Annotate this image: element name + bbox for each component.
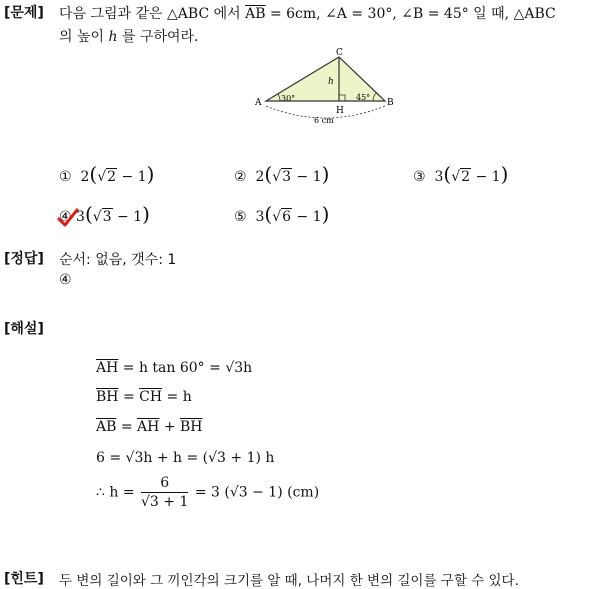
choice-5-coef: 3 bbox=[255, 209, 265, 225]
solution-line-5-post: = 3 (√3 − 1) (cm) bbox=[194, 484, 320, 501]
choice-5[interactable]: ⑤ 3(√6 − 1) bbox=[234, 202, 330, 226]
problem-text-1b: = 6cm, ∠A = 30°, ∠B = 45° 일 때, △ABC bbox=[265, 6, 556, 22]
solution-line-1 bbox=[96, 360, 252, 376]
base-length-label: 6 cm bbox=[314, 116, 334, 125]
answer-meta: 순서: 없음, 갯수: 1 bbox=[59, 252, 177, 268]
choice-5-radicand: 6 bbox=[282, 209, 292, 225]
check-mark-icon bbox=[57, 208, 79, 228]
problem-tag: [문제] bbox=[4, 5, 44, 21]
segment-ah-2: $\overline{AH}$ bbox=[137, 419, 160, 435]
choice-3-coef: 3 bbox=[434, 169, 444, 185]
choice-4-number-wrap bbox=[59, 209, 72, 225]
solution-line-3: $\overline{AB} = \overline{AH} + \overline{BH}$ bbox=[96, 419, 203, 435]
label-h: h bbox=[328, 77, 334, 87]
solution-line-4: 6 = √3h + h = (√3 + 1) h bbox=[96, 450, 275, 466]
answer-tag: [정답] bbox=[4, 251, 44, 267]
problem-line-1 bbox=[59, 3, 556, 23]
choice-4-sign: − 1 bbox=[117, 209, 143, 225]
segment-bh-2: $\overline{BH}$ bbox=[180, 419, 203, 435]
segment-bh: $\overline{BH}$ bbox=[96, 389, 119, 405]
problem-text-1: 다음 그림과 같은 △ABC 에서 bbox=[59, 6, 246, 22]
segment-ab-2: $\overline{AB}$ bbox=[96, 419, 117, 435]
choice-2-number: ② bbox=[234, 169, 247, 185]
answer-value: ④ bbox=[59, 272, 72, 288]
choice-1-number: ① bbox=[59, 169, 72, 185]
choice-4-number: ④ bbox=[59, 209, 72, 225]
choice-2-coef: 2 bbox=[255, 169, 265, 185]
solution-tag: [해설] bbox=[4, 321, 44, 337]
solution-line-1-rhs: = h tan 60° = √3h bbox=[122, 360, 253, 376]
choice-4-coef: 3 bbox=[76, 209, 85, 225]
hint-text: 두 변의 길이와 그 끼인각의 크기를 알 때, 나머지 한 변의 길이를 구할 수 있다. bbox=[59, 573, 519, 589]
label-b: B bbox=[387, 98, 394, 108]
choice-1-coef: 2 bbox=[80, 169, 90, 185]
hint-tag: [힌트] bbox=[4, 571, 44, 587]
solution-line-5-pre: ∴ h = bbox=[96, 484, 135, 501]
label-h-foot: H bbox=[336, 106, 344, 116]
fraction-numerator: 6 bbox=[141, 475, 188, 493]
choice-5-sign: − 1 bbox=[296, 209, 322, 225]
choice-3[interactable]: ③ 3(√2 − 1) bbox=[413, 162, 509, 186]
segment-ah: $\overline{AH}$ bbox=[96, 360, 119, 376]
angle-b-label: 45° bbox=[356, 93, 371, 102]
solution-line-2-rhs: = h bbox=[166, 389, 192, 405]
problem-line-2 bbox=[59, 26, 199, 46]
solution-line-5 bbox=[96, 475, 319, 510]
choice-3-radicand: 2 bbox=[461, 169, 471, 185]
problem-text-2: 의 높이 bbox=[59, 29, 109, 45]
segment-ch: $\overline{CH}$ bbox=[139, 389, 163, 405]
variable-h: h bbox=[108, 29, 118, 45]
triangle-figure bbox=[250, 44, 400, 128]
problem-text-2b: 를 구하여라. bbox=[117, 29, 199, 45]
choice-1-sign: − 1 bbox=[121, 169, 147, 185]
choice-1-radicand: 2 bbox=[107, 169, 117, 185]
segment-ab: $\overline{AB}$ bbox=[245, 6, 266, 22]
choice-5-number: ⑤ bbox=[234, 209, 247, 225]
choice-2-radicand: 3 bbox=[282, 169, 292, 185]
solution-line-2: $\overline{BH} = \overline{CH} = h$ bbox=[96, 389, 192, 405]
choice-3-sign: − 1 bbox=[475, 169, 501, 185]
choice-4[interactable]: ④ 3(√3 − 1) bbox=[59, 202, 150, 226]
fraction-denominator: √3 + 1 bbox=[141, 494, 189, 510]
angle-a-label: 30° bbox=[281, 94, 296, 103]
label-a: A bbox=[255, 98, 262, 108]
fraction bbox=[141, 475, 188, 510]
choice-4-radicand: 3 bbox=[102, 209, 112, 225]
choice-1[interactable]: ① 2(√2 − 1) bbox=[59, 162, 155, 186]
choice-2-sign: − 1 bbox=[296, 169, 322, 185]
label-c: C bbox=[336, 48, 343, 58]
choice-2[interactable]: ② 2(√3 − 1) bbox=[234, 162, 330, 186]
choice-3-number: ③ bbox=[413, 169, 426, 185]
